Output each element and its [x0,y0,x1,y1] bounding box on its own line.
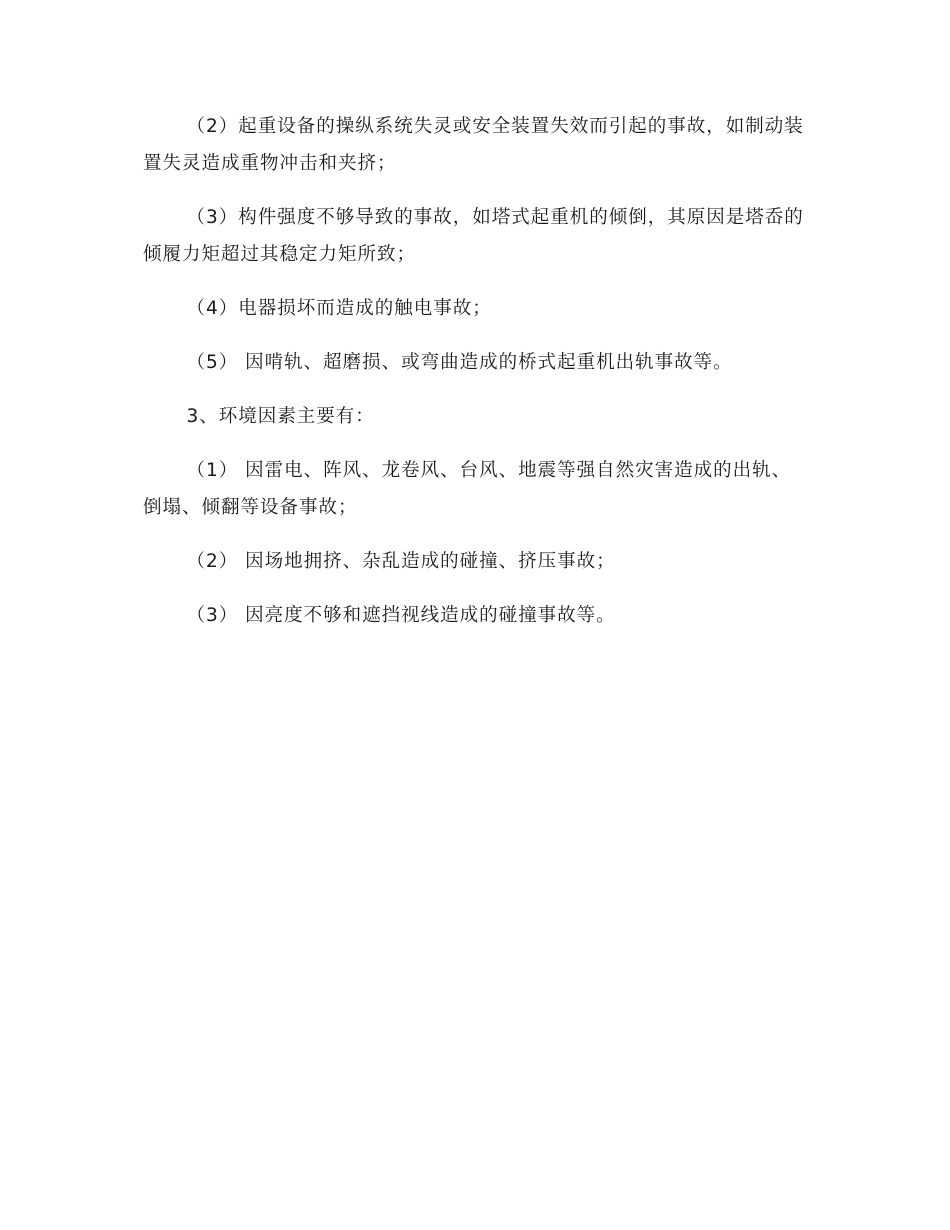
paragraph-item-4-electrical: （4）电器损坏而造成的触电事故； [186,298,492,319]
paragraph-item-3-structural-strength: （3）构件强度不够导致的事故，如塔式起重机的倾倒，其原因是塔岙的倾履力矩超过其稳定力矩所致； [143,207,804,265]
section-heading-environment: 3、环境因素主要有： [186,406,375,427]
document-body [143,108,808,651]
paragraph-env-3-visibility: （3） 因亮度不够和遮挡视线造成的碰撞事故等。 [186,605,616,626]
paragraph-item-2-control-failure: （2）起重设备的操纵系统失灵或安全装置失效而引起的事故，如制动装置失灵造成重物冲击和夹挤； [143,116,804,174]
paragraph-env-1-natural-disaster: （1） 因雷电、阵风、龙卷风、台风、地震等强自然灾害造成的出轨、倒塌、倾翻等设备事故； [143,460,792,518]
paragraph-env-2-crowded-site: （2） 因场地拥挤、杂乱造成的碰撞、挤压事故； [186,551,616,572]
paragraph-item-5-derailment: （5） 因啃轨、超磨损、或弯曲造成的桥式起重机出轨事故等。 [186,352,733,373]
